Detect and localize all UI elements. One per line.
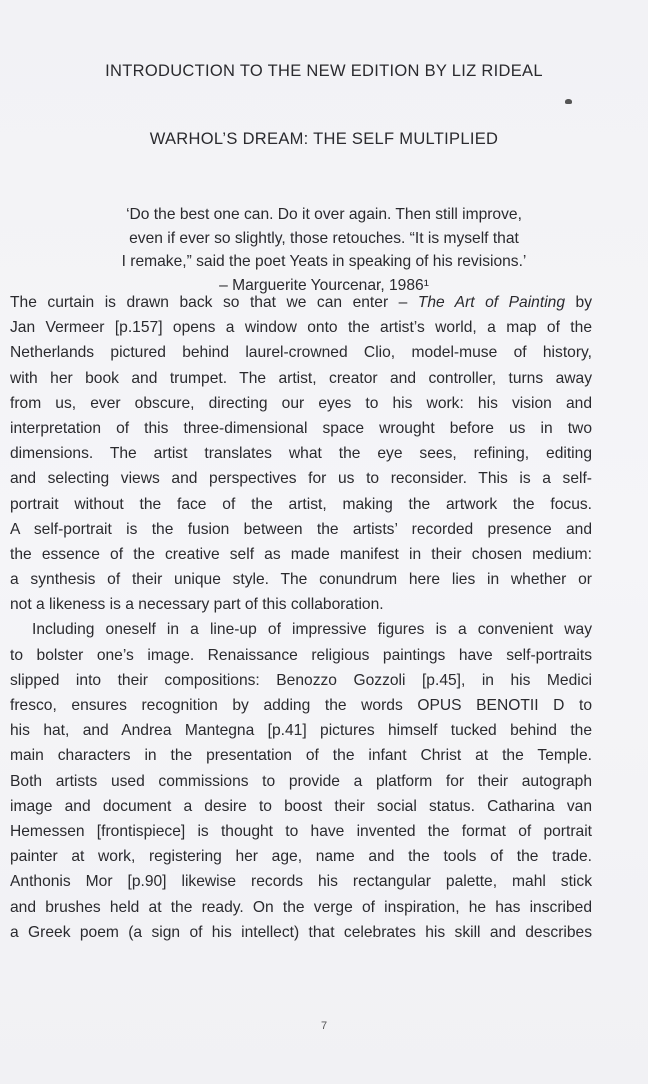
body-line: a synthesis of their unique style. The conundrum here lies in whether or	[10, 571, 592, 589]
body-text	[10, 290, 592, 945]
body-line: main characters in the presentation of the infant Christ at the Temple.	[10, 747, 592, 765]
body-line: dimensions. The artist translates what the eye sees, refining, editing	[10, 445, 592, 463]
epigraph-attribution: – Marguerite Yourcenar, 1986¹	[219, 276, 429, 294]
body-line: Netherlands pictured behind laurel-crowned Clio, model-muse of history,	[10, 344, 592, 362]
body-line: Anthonis Mor [p.90] likewise records his rectangular palette, mahl stick	[10, 873, 592, 891]
body-line: Including oneself in a line-up of impressive figures is a convenient way	[32, 621, 592, 639]
body-line: not a likeness is a necessary part of this collaboration.	[10, 596, 384, 614]
epigraph-line: even if ever so slightly, those retouches. “It is myself that	[129, 229, 519, 247]
body-line: and brushes held at the ready. On the verge of inspiration, he has inscribed	[10, 898, 592, 916]
body-line: painter at work, registering her age, name and the tools of the trade.	[10, 848, 592, 866]
body-line: to bolster one’s image. Renaissance religious paintings have self-portraits	[10, 646, 592, 664]
body-line: with her book and trumpet. The artist, creator and controller, turns away	[10, 369, 592, 387]
page-number: 7	[320, 1020, 328, 1032]
body-line: A self-portrait is the fusion between the artists’ recorded presence and	[10, 520, 592, 538]
body-line: Jan Vermeer [p.157] opens a window onto the artist’s world, a map of the	[10, 319, 592, 337]
body-line: a Greek poem (a sign of his intellect) that celebrates his skill and describes	[10, 923, 592, 941]
body-line: Hemessen [frontispiece] is thought to have invented the format of portrait	[10, 822, 592, 840]
running-head: INTRODUCTION TO THE NEW EDITION BY LIZ RIDEAL	[105, 62, 543, 80]
body-line: from us, ever obscure, directing our eyes to his work: his vision and	[10, 394, 592, 412]
epigraph	[0, 203, 648, 297]
body-line: Both artists used commissions to provide a platform for their autograph	[10, 772, 592, 790]
body-line: interpretation of this three-dimensional space wrought before us in two	[10, 419, 592, 437]
epigraph-line: ‘Do the best one can. Do it over again. Then still improve,	[126, 206, 522, 223]
body-line: and selecting views and perspectives for us to reconsider. This is a self-	[10, 470, 592, 488]
body-line: his hat, and Andrea Mantegna [p.41] pictures himself tucked behind the	[10, 722, 592, 740]
text-run: The curtain is drawn back so that we can enter –	[10, 294, 418, 311]
body-line: the essence of the creative self as made manifest in their chosen medium:	[10, 545, 592, 563]
artwork-title: The Art of Painting	[417, 294, 565, 311]
body-line: fresco, ensures recognition by adding the words OPUS BENOTII D to	[10, 697, 592, 714]
body-line: portrait without the face of the artist, making the artwork the focus.	[10, 495, 592, 513]
body-line: slipped into their compositions: Benozzo Gozzoli [p.45], in his Medici	[10, 671, 592, 689]
section-title: WARHOL’S DREAM: THE SELF MULTIPLIED	[149, 130, 499, 148]
epigraph-line: I remake,” said the poet Yeats in speaking of his revisions.’	[121, 253, 527, 270]
body-line	[10, 290, 592, 315]
ink-speck	[565, 99, 572, 104]
text-run: by	[565, 294, 592, 311]
body-line: image and document a desire to boost their social status. Catharina van	[10, 797, 592, 815]
